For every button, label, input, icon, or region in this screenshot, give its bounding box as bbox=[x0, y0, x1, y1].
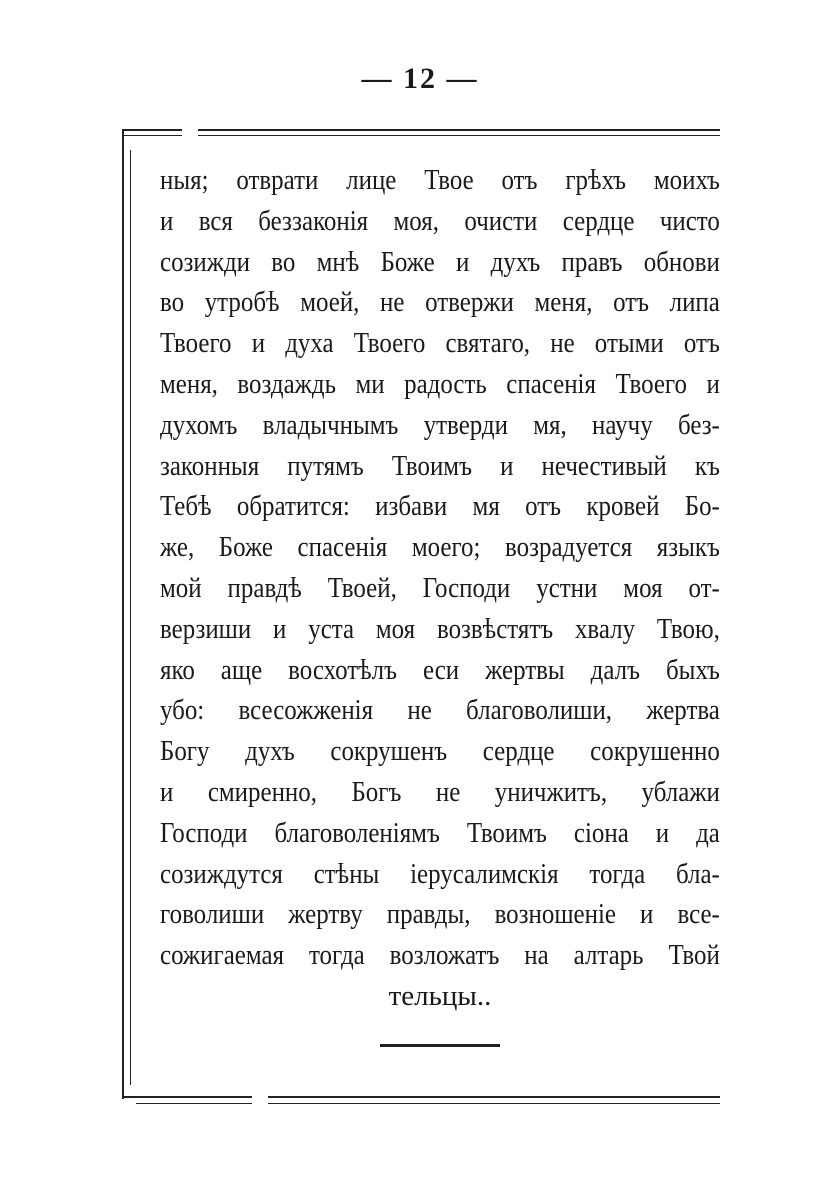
left-rule-outer bbox=[122, 129, 124, 1099]
top-rule-right-thick bbox=[198, 129, 720, 131]
text-line: духомъ владычнымъ утверди мя, научу без- bbox=[160, 408, 720, 441]
top-rule-right-thin bbox=[198, 135, 720, 136]
text-line: сожигаемая тогда возложатъ на алтарь Твой bbox=[160, 939, 720, 972]
text-line: меня, воздаждь ми радость спасенія Твоего и bbox=[160, 367, 720, 400]
top-rule-left-thin bbox=[122, 135, 182, 136]
text-line: говолиши жертву правды, возношеніе и все- bbox=[160, 898, 720, 931]
text-line: во утробѣ моей, не отвержи меня, отъ липа bbox=[160, 286, 720, 319]
bottom-rule-left-thin bbox=[136, 1103, 252, 1104]
text-last-line: тельцы.. bbox=[388, 979, 492, 1012]
bottom-rule-right-thick bbox=[268, 1096, 720, 1098]
bottom-rule-right-thin bbox=[268, 1103, 720, 1104]
text-line: созиждутся стѣны іерусалимскія тогда бла- bbox=[160, 857, 720, 890]
text-line: созижди во мнѣ Боже и духъ правъ обнови bbox=[160, 245, 720, 278]
text-line: Богу духъ сокрушенъ сердце сокрушенно bbox=[160, 735, 720, 768]
text-line: Твоего и духа Твоего святаго, не отыми отъ bbox=[160, 327, 720, 360]
text-line: верзиши и уста моя возвѣстятъ хвалу Твою, bbox=[160, 612, 720, 645]
end-rule bbox=[380, 1044, 500, 1047]
text-line: же, Боже спасенія моего; возрадуется языкъ bbox=[160, 531, 720, 564]
text-line: ныя; отврати лице Твое отъ грѣхъ моихъ bbox=[160, 164, 720, 196]
text-line: и вся беззаконія моя, очисти сердце чисто bbox=[160, 204, 720, 237]
text-line: убо: всесожженія не благоволиши, жертва bbox=[160, 694, 720, 727]
text-line: мой правдѣ Твоей, Господи устни моя от- bbox=[160, 571, 720, 604]
text-line: и смиренно, Богъ не уничжитъ, ублажи bbox=[160, 775, 720, 808]
text-line: законныя путямъ Твоимъ и нечестивый къ bbox=[160, 449, 720, 482]
bottom-rule-left-thick bbox=[122, 1096, 252, 1098]
text-block bbox=[160, 160, 720, 1017]
text-line: Господи благоволеніямъ Твоимъ сіона и да bbox=[160, 816, 720, 849]
page-number: — 12 — bbox=[361, 62, 479, 95]
text-line: яко аще восхотѣлъ еси жертвы далъ быхъ bbox=[160, 653, 720, 686]
top-rule-left-thick bbox=[122, 129, 182, 131]
text-line: Тебѣ обратится: избави мя отъ кровей Бо- bbox=[160, 490, 720, 523]
left-rule-inner bbox=[130, 150, 131, 1085]
